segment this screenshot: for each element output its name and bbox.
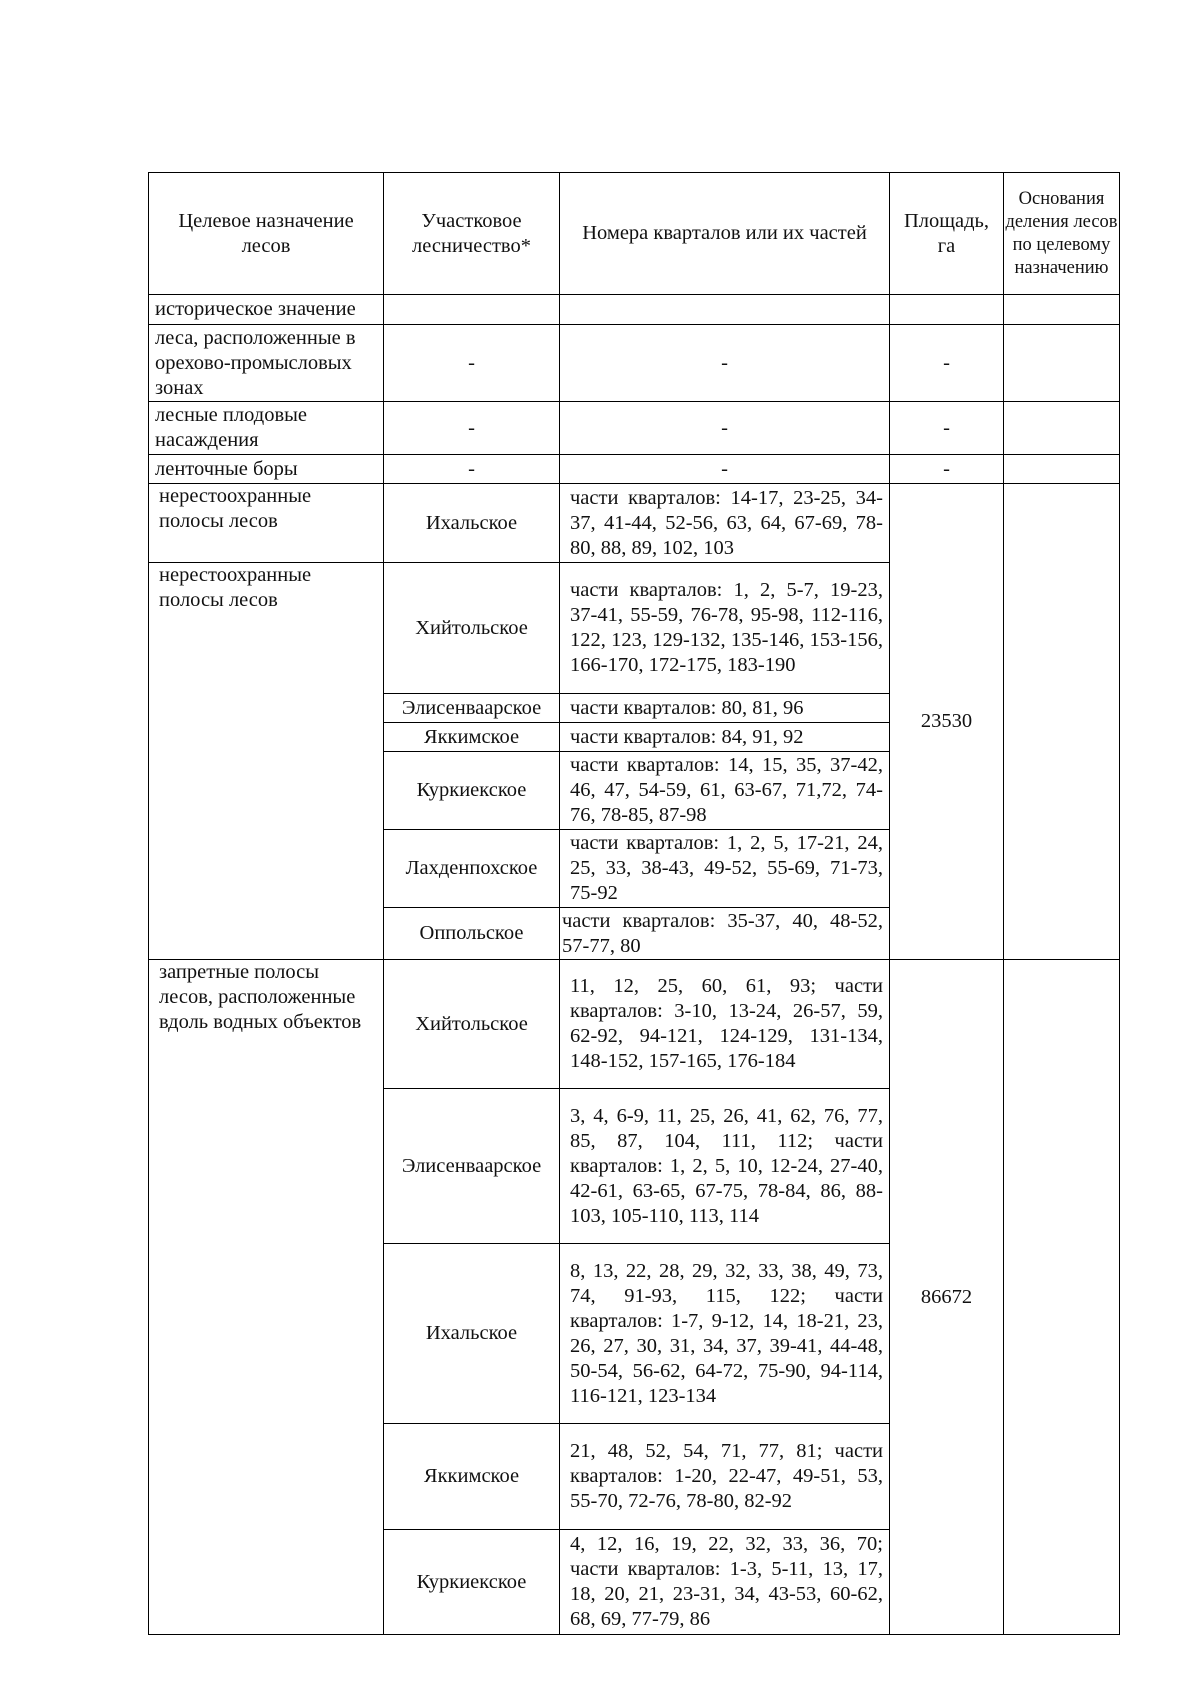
cell-quarters: - [560, 455, 890, 484]
cell-purpose: нерестоохранные полосы лесов [149, 563, 384, 960]
cell-area: - [890, 325, 1004, 402]
cell-basis [1004, 402, 1120, 455]
cell-purpose: леса, расположенные в орехово-промысловых зонах [149, 325, 384, 402]
cell-forestry: - [384, 325, 560, 402]
table-row [149, 295, 1120, 325]
cell-forestry: Лахденпохское [384, 830, 560, 908]
cell-forestry: Яккимское [384, 723, 560, 752]
table-header-row [149, 173, 1120, 295]
cell-area: 86672 [890, 960, 1004, 1635]
cell-forestry: Оппольское [384, 908, 560, 960]
forest-purpose-table [148, 172, 1120, 1635]
cell-basis [1004, 455, 1120, 484]
cell-basis [1004, 295, 1120, 325]
header-area: Площадь, га [890, 173, 1004, 295]
header-basis: Основания деления лесов по целевому назначению [1004, 173, 1120, 295]
cell-quarters: части кварталов: 14-17, 23-25, 34-37, 41-44, 52-56, 63, 64, 67-69, 78-80, 88, 89, 102, 103 [560, 484, 890, 563]
cell-quarters: 8, 13, 22, 28, 29, 32, 33, 38, 49, 73, 74, 91-93, 115, 122; части кварталов: 1-7, 9-12, 14, 18-21, 23, 26, 27, 30, 31, 34, 37, 39-41, 44-48, 50-54, 56-62, 64-72, 75-90, 94-114, 116-121, 123-134 [560, 1244, 890, 1424]
cell-basis [1004, 325, 1120, 402]
cell-area: - [890, 402, 1004, 455]
cell-purpose: нерестоохранные полосы лесов [149, 484, 384, 563]
header-quarters: Номера кварталов или их частей [560, 173, 890, 295]
cell-forestry: - [384, 402, 560, 455]
cell-forestry: - [384, 455, 560, 484]
cell-forestry: Хийтольское [384, 960, 560, 1089]
cell-forestry: Ихальское [384, 484, 560, 563]
cell-purpose: запретные полосы лесов, расположенные вдоль водных объектов [149, 960, 384, 1635]
cell-forestry: Элисенваарское [384, 694, 560, 723]
table-row [149, 325, 1120, 402]
cell-basis [1004, 484, 1120, 960]
header-forestry: Участковое лесничество* [384, 173, 560, 295]
cell-forestry: Куркиекское [384, 752, 560, 830]
cell-purpose: лесные плодовые насаждения [149, 402, 384, 455]
cell-forestry: Ихальское [384, 1244, 560, 1424]
cell-quarters: части кварталов: 14, 15, 35, 37-42, 46, 47, 54-59, 61, 63-67, 71,72, 74-76, 78-85, 87-98 [560, 752, 890, 830]
cell-basis [1004, 960, 1120, 1635]
cell-quarters: части кварталов: 35-37, 40, 48-52, 57-77, 80 [560, 908, 890, 960]
cell-quarters: - [560, 325, 890, 402]
cell-quarters: 4, 12, 16, 19, 22, 32, 33, 36, 70; части кварталов: 1-3, 5-11, 13, 17, 18, 20, 21, 23-31, 34, 43-53, 60-62, 68, 69, 77-79, 86 [560, 1530, 890, 1635]
cell-forestry: Элисенваарское [384, 1089, 560, 1244]
cell-quarters: - [560, 402, 890, 455]
table-row [149, 960, 1120, 1089]
cell-quarters: части кварталов: 1, 2, 5-7, 19-23, 37-41, 55-59, 76-78, 95-98, 112-116, 122, 123, 129-132, 135-146, 153-156, 166-170, 172-175, 183-190 [560, 563, 890, 694]
table-row [149, 455, 1120, 484]
cell-area [890, 295, 1004, 325]
cell-forestry: Хийтольское [384, 563, 560, 694]
cell-quarters: части кварталов: 80, 81, 96 [560, 694, 890, 723]
table-row [149, 402, 1120, 455]
table-row [149, 484, 1120, 563]
header-purpose: Целевое назначение лесов [149, 173, 384, 295]
cell-area: 23530 [890, 484, 1004, 960]
cell-quarters: части кварталов: 1, 2, 5, 17-21, 24, 25, 33, 38-43, 49-52, 55-69, 71-73, 75-92 [560, 830, 890, 908]
cell-quarters: 21, 48, 52, 54, 71, 77, 81; части кварталов: 1-20, 22-47, 49-51, 53, 55-70, 72-76, 78-80, 82-92 [560, 1424, 890, 1530]
cell-quarters: 11, 12, 25, 60, 61, 93; части кварталов: 3-10, 13-24, 26-57, 59, 62-92, 94-121, 124-129, 131-134, 148-152, 157-165, 176-184 [560, 960, 890, 1089]
cell-quarters: части кварталов: 84, 91, 92 [560, 723, 890, 752]
cell-purpose: историческое значение [149, 295, 384, 325]
cell-forestry: Куркиекское [384, 1530, 560, 1635]
cell-forestry: Яккимское [384, 1424, 560, 1530]
cell-quarters [560, 295, 890, 325]
cell-area: - [890, 455, 1004, 484]
cell-purpose: ленточные боры [149, 455, 384, 484]
cell-quarters: 3, 4, 6-9, 11, 25, 26, 41, 62, 76, 77, 85, 87, 104, 111, 112; части кварталов: 1, 2, 5, 10, 12-24, 27-40, 42-61, 63-65, 67-75, 78-84, 86, 88-103, 105-110, 113, 114 [560, 1089, 890, 1244]
cell-forestry [384, 295, 560, 325]
